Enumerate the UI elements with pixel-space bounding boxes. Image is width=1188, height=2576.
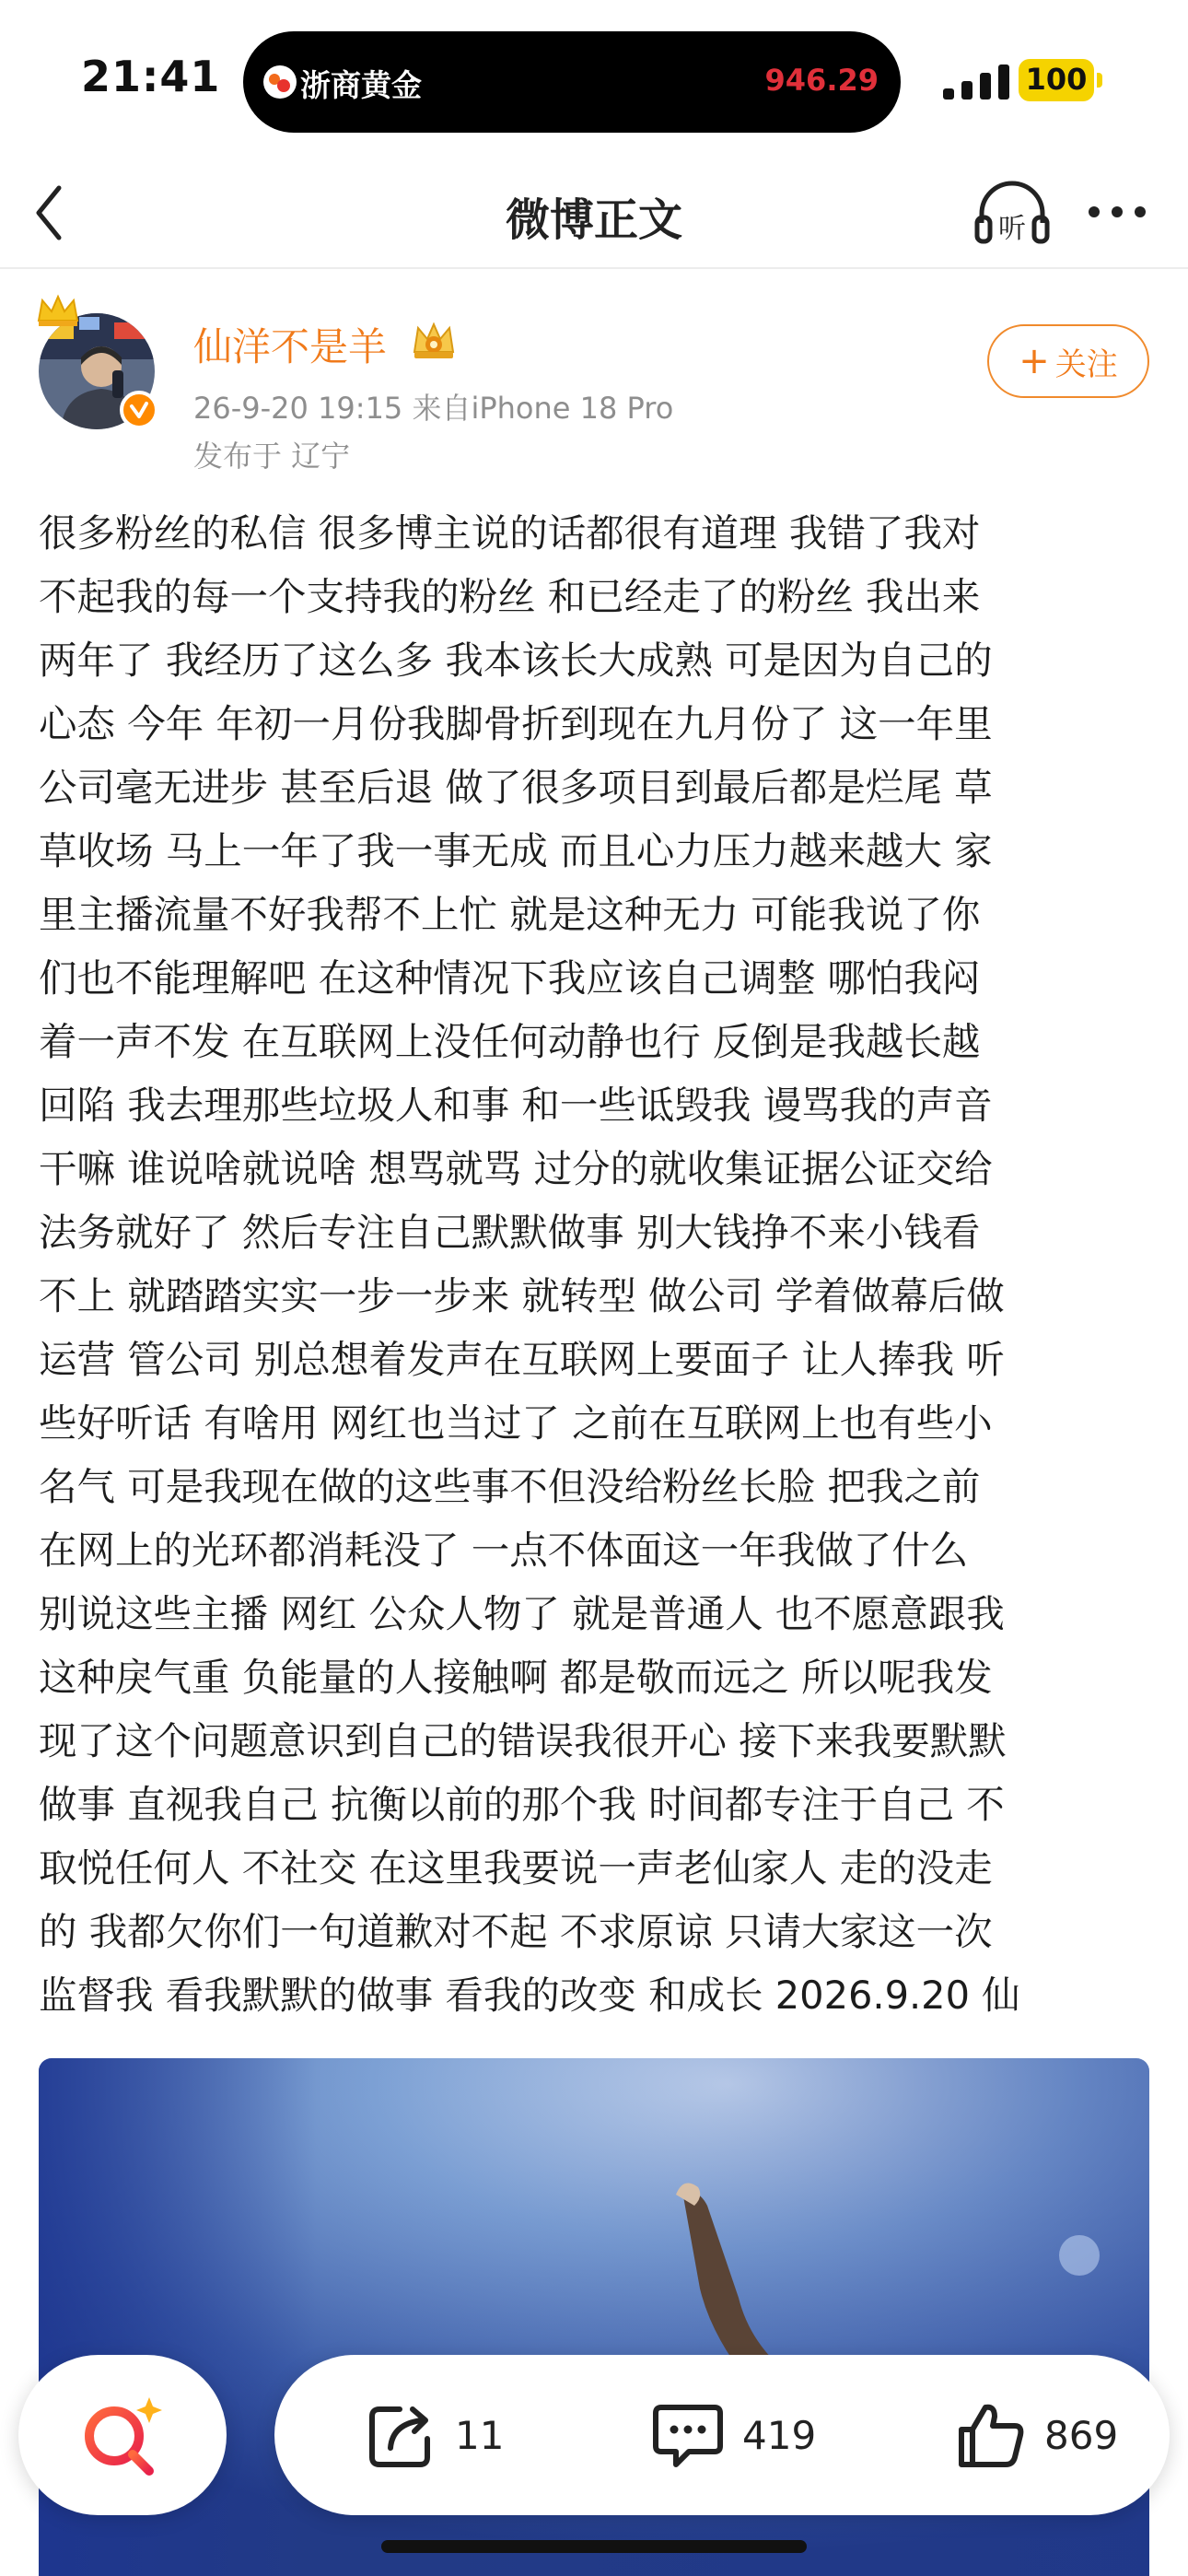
post-line: 取悦任何人 不社交 在这里我要说一声老仙家人 走的没走 xyxy=(39,1845,993,1891)
comment-icon xyxy=(652,2400,724,2470)
post-timestamp-source: 26-9-20 19:15 来自iPhone 18 Pro xyxy=(193,391,674,426)
comment-button[interactable] xyxy=(652,2355,816,2515)
ticker-price: 946.29 xyxy=(764,63,879,98)
post-line: 些好听话 有啥用 网红也当过了 之前在互联网上也有些小 xyxy=(39,1400,993,1446)
status-bar xyxy=(0,0,1188,157)
battery-indicator xyxy=(1019,59,1103,101)
headphones-listen-icon[interactable] xyxy=(974,177,1050,247)
ticker-name: 浙商黄金 xyxy=(300,67,422,103)
author-name[interactable]: 仙洋不是羊 xyxy=(193,324,388,369)
more-options-icon[interactable] xyxy=(1087,193,1147,230)
post-line: 回陷 我去理那些垃圾人和事 和一些诋毁我 谩骂我的声音 xyxy=(39,1083,993,1128)
post-line: 们也不能理解吧 在这种情况下我应该自己调整 哪怕我闷 xyxy=(39,955,981,1001)
repost-icon xyxy=(367,2400,437,2470)
like-count: 869 xyxy=(1044,2412,1119,2458)
post-line: 不上 就踏踏实实一步一步来 就转型 做公司 学着做幕后做 xyxy=(39,1273,1005,1318)
post-line: 很多粉丝的私信 很多博主说的话都很有道理 我错了我对 xyxy=(39,510,981,556)
cellular-signal-icon xyxy=(943,63,1011,100)
verified-badge-icon xyxy=(120,391,158,429)
status-time: 21:41 xyxy=(81,52,221,101)
crown-icon xyxy=(35,293,81,330)
dynamic-island-ticker[interactable] xyxy=(243,31,901,133)
post-line: 现了这个问题意识到自己的错误我很开心 接下来我要默默 xyxy=(39,1718,1007,1763)
post-line: 着一声不发 在互联网上没任何动静也行 反倒是我越长越 xyxy=(39,1019,981,1064)
post-line: 干嘛 谁说啥就说啥 想骂就骂 过分的就收集证据公证交给 xyxy=(39,1146,993,1191)
repost-button[interactable] xyxy=(367,2355,504,2515)
post-line: 里主播流量不好我帮不上忙 就是这种无力 可能我说了你 xyxy=(39,892,981,937)
ai-search-button[interactable] xyxy=(18,2355,227,2515)
page-title: 微博正文 xyxy=(505,194,682,246)
post-line: 监督我 看我默默的做事 看我的改变 和成长 2026.9.20 仙 xyxy=(39,1973,1020,2018)
nav-bar xyxy=(0,157,1188,269)
post-location: 发布于 辽宁 xyxy=(193,439,351,474)
follow-button[interactable] xyxy=(987,324,1149,398)
vip-crown-badge-icon[interactable] xyxy=(407,319,460,365)
battery-level: 100 xyxy=(1025,62,1088,97)
post-line: 心态 今年 年初一月份我脚骨折到现在九月份了 这一年里 xyxy=(39,701,993,746)
post-line: 草收场 马上一年了我一事无成 而且心力压力越来越大 家 xyxy=(39,828,993,873)
author-avatar[interactable] xyxy=(35,293,160,431)
comment-count: 419 xyxy=(742,2412,817,2458)
home-indicator[interactable] xyxy=(381,2540,807,2553)
post-line: 这种戾气重 负能量的人接触啊 都是敬而远之 所以呢我发 xyxy=(39,1655,993,1700)
repost-count: 11 xyxy=(455,2412,505,2458)
stock-app-icon xyxy=(262,64,298,100)
post-body xyxy=(39,501,1153,2027)
post-line: 两年了 我经历了这么多 我本该长大成熟 可是因为自己的 xyxy=(39,638,993,683)
post-line: 运营 管公司 别总想着发声在互联网上要面子 让人捧我 听 xyxy=(39,1337,1005,1382)
plus-icon: + xyxy=(1019,340,1050,382)
post-line: 名气 可是我现在做的这些事不但没给粉丝长脸 把我之前 xyxy=(39,1464,981,1509)
post-line: 做事 直视我自己 抗衡以前的那个我 时间都专注于自己 不 xyxy=(39,1782,1005,1827)
post-line: 在网上的光环都消耗没了 一点不体面这一年我做了什么 xyxy=(39,1528,969,1573)
follow-label: 关注 xyxy=(1054,345,1118,383)
ai-search-icon xyxy=(76,2392,168,2480)
post-actions-bar xyxy=(274,2355,1170,2515)
thumbs-up-icon xyxy=(956,2400,1026,2470)
post-line: 的 我都欠你们一句道歉对不起 不求原谅 只请大家这一次 xyxy=(39,1909,993,1954)
post-line: 别说这些主播 网红 公众人物了 就是普通人 也不愿意跟我 xyxy=(39,1591,1005,1636)
post-line: 法务就好了 然后专注自己默默做事 别大钱挣不来小钱看 xyxy=(39,1210,981,1255)
like-button[interactable] xyxy=(956,2355,1118,2515)
post-line: 公司毫无进步 甚至后退 做了很多项目到最后都是烂尾 草 xyxy=(39,765,993,810)
post-line: 不起我的每一个支持我的粉丝 和已经走了的粉丝 我出来 xyxy=(39,574,981,619)
listen-label: 听 xyxy=(998,213,1026,245)
